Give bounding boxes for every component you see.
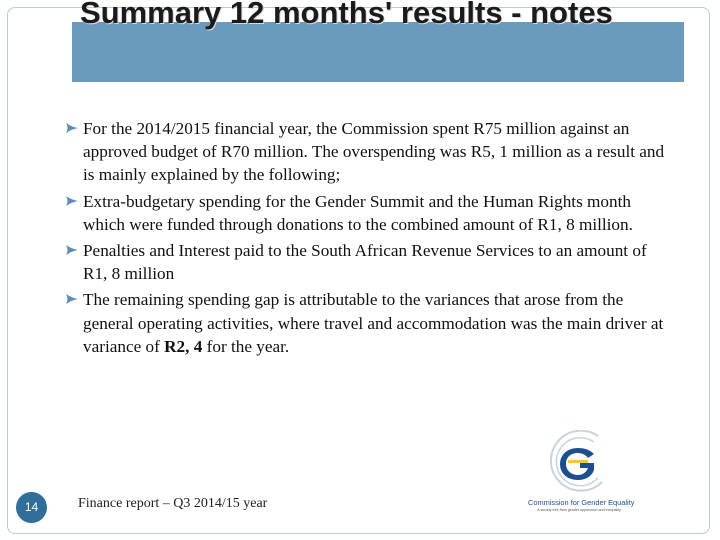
logo-name: Commission for Gender Equality xyxy=(528,498,635,507)
bullet-text: The remaining spending gap is attributable to the variances that arose from the general operating activities, where travel and accommodation was the main driver at variance of xyxy=(83,290,664,356)
bullet-marker-icon xyxy=(66,196,78,206)
bullet-text: Extra-budgetary spending for the Gender Summit and the Human Rights month which were funded through donations to the combined amount of R1, 8 million. xyxy=(83,191,633,234)
bullet-item xyxy=(66,190,666,236)
logo-emblem-icon xyxy=(528,430,630,496)
logo xyxy=(528,430,635,516)
bullet-marker-icon xyxy=(66,245,78,255)
bullet-list xyxy=(66,117,666,361)
slide-title: Summary 12 months' results - notes xyxy=(80,0,613,30)
bullet-item xyxy=(66,117,666,187)
bullet-marker-icon xyxy=(66,123,78,133)
bullet-text: Penalties and Interest paid to the South African Revenue Services to an amount of R1, 8 million xyxy=(83,241,647,284)
footer-text: Finance report – Q3 2014/15 year xyxy=(78,496,268,511)
bullet-item xyxy=(66,288,666,358)
bullet-marker-icon xyxy=(66,294,78,304)
logo-tagline: A society free from gender oppression and inequality xyxy=(537,508,621,512)
bullet-item xyxy=(66,239,666,285)
bullet-text-tail: for the year. xyxy=(202,336,290,356)
bullet-text: For the 2014/2015 financial year, the Commission spent R75 million against an approved budget of R70 million. The overspending was R5, 1 million as a result and is mainly explained by the following; xyxy=(83,119,665,185)
page-number-badge: 14 xyxy=(16,492,47,523)
bullet-bold-value: R2, 4 xyxy=(164,336,203,356)
